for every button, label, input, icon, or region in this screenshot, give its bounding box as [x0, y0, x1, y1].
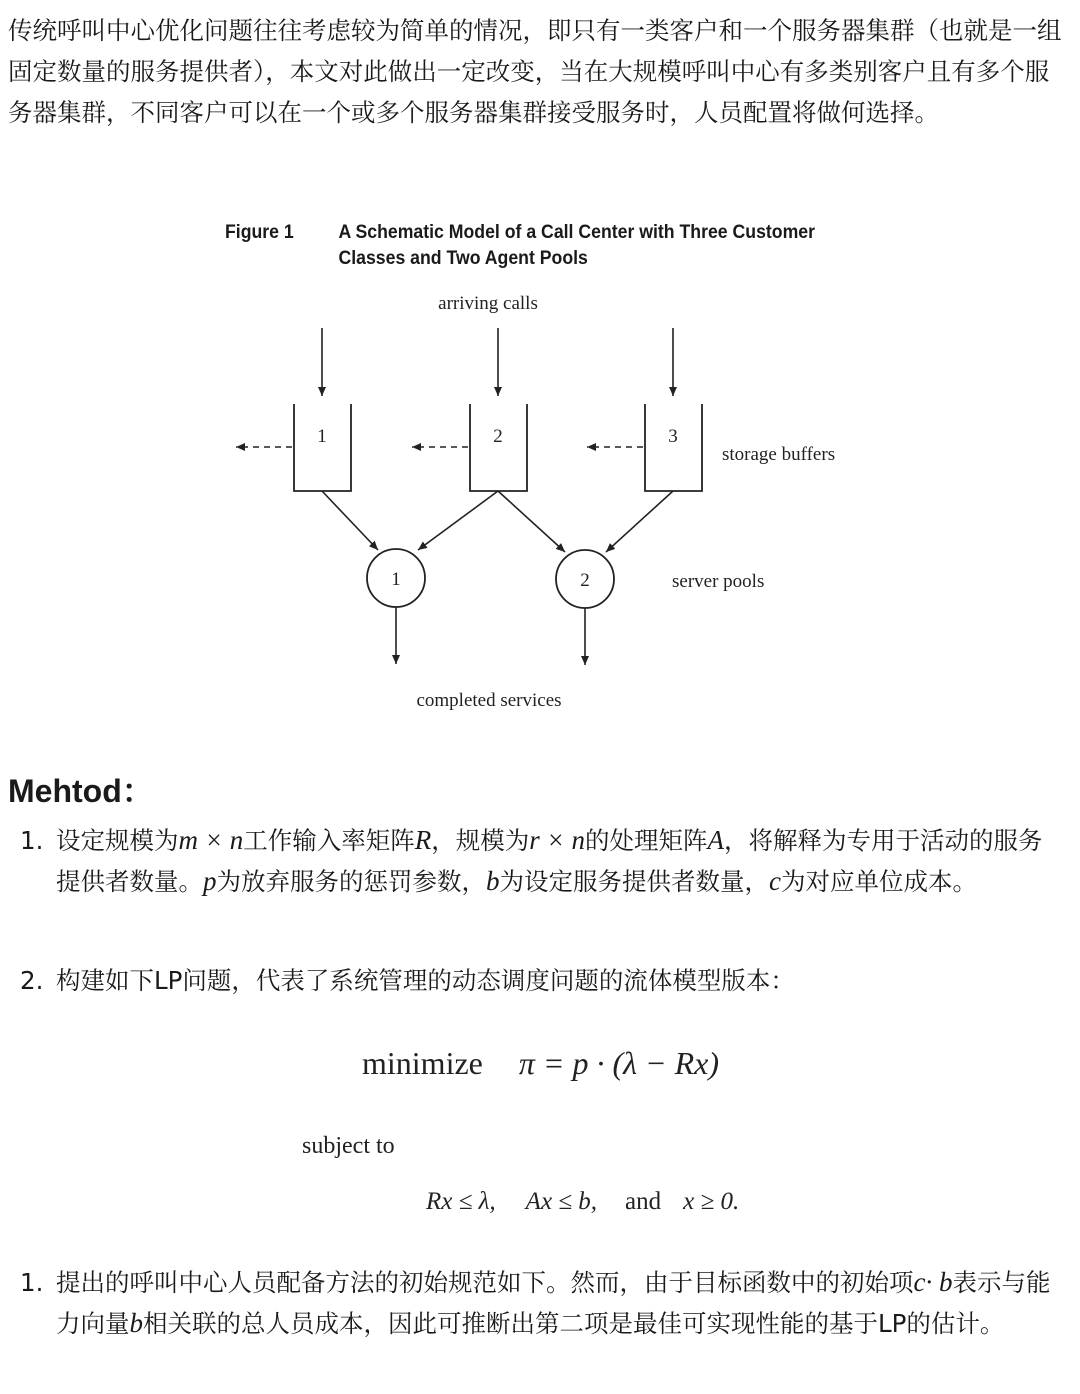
math-c-dot-b: c· b [913, 1267, 953, 1297]
route-arrow-3-to-2 [606, 491, 673, 552]
objective-expression: π = p · (λ − Rx) [518, 1045, 719, 1081]
math-r-by-n: r × n [529, 825, 585, 855]
math-A: A [707, 825, 724, 855]
item1-text-4: 的处理矩阵 [584, 826, 708, 855]
method-list [0, 820, 1056, 902]
final-text-1: 提出的呼叫中心人员配备方法的初始规范如下。然而，由于目标函数中的初始项 [56, 1268, 914, 1297]
item-number: 1. [20, 1268, 44, 1297]
minimize-keyword: minimize [362, 1045, 483, 1081]
constraints-formula [426, 1188, 739, 1216]
storage-buffer-1 [294, 404, 351, 491]
route-arrow-1-to-1 [322, 491, 378, 550]
buffer-number-1: 1 [317, 426, 327, 447]
math-m-by-n: m × n [178, 825, 244, 855]
final-item [0, 1262, 1056, 1344]
math-b: b [129, 1308, 143, 1338]
item1-text-1: 设定规模为 [56, 826, 179, 855]
math-R: R [414, 825, 432, 855]
math-p: p [203, 866, 217, 896]
completed-services-label: completed services [416, 690, 562, 711]
item1-text-5: ，将解释为专用于活动的服务提供者数量。 [56, 826, 1043, 896]
server-pools-label: server pools [672, 571, 765, 592]
arriving-calls-label: arriving calls [438, 293, 538, 314]
final-text-3: 相关联的总人员成本，因此可推断出第二项是最佳可实现性能的基于LP的估计。 [143, 1309, 1005, 1338]
method-list-2 [0, 960, 1056, 1001]
pool-number-2: 2 [580, 570, 590, 591]
method-item-1 [0, 820, 1056, 902]
and-word: and [625, 1188, 662, 1215]
figure-label: Figure 1 [225, 222, 294, 243]
intro-paragraph: 传统呼叫中心优化问题往往考虑较为简单的情况，即只有一类客户和一个服务器集群（也就是一组固定数量的服务提供者），本文对此做出一定改变，当在大规模呼叫中心有多类别客户且有多个服务器集群，不同客户可以在一个或多个服务器集群接受服务时，人员配置将做何选择。 [8, 16, 1062, 127]
figure-title: A Schematic Model of a Call Center with Three Customer Classes and Two Agent Pools [338, 222, 815, 269]
method-heading: Mehtod： [8, 773, 154, 809]
constraint-3: x ≥ 0. [683, 1188, 740, 1215]
item1-text-3: ，规模为 [431, 826, 530, 855]
subject-to-label: subject to [302, 1133, 395, 1159]
call-center-diagram [0, 280, 1080, 720]
pool-number-1: 1 [391, 569, 401, 590]
storage-buffer-2 [470, 404, 527, 491]
route-arrow-2-to-1 [418, 491, 498, 550]
storage-buffer-3 [645, 404, 702, 491]
buffer-number-3: 3 [668, 426, 678, 447]
math-b: b [486, 866, 500, 896]
route-arrow-2-to-2 [498, 491, 565, 552]
item1-text-7: 为设定服务提供者数量， [499, 867, 769, 896]
storage-buffers-label: storage buffers [722, 444, 836, 465]
item1-text-8: 为对应单位成本。 [780, 867, 977, 896]
item2-text: 构建如下LP问题，代表了系统管理的动态调度问题的流体模型版本： [56, 966, 795, 995]
math-c: c [769, 866, 781, 896]
objective-formula [362, 1045, 719, 1082]
buffer-number-2: 2 [493, 426, 503, 447]
method-item-2 [0, 960, 1056, 1001]
final-text-2: 表示与能力向量 [56, 1268, 1051, 1338]
final-list [0, 1262, 1056, 1344]
constraint-1: Rx ≤ λ, [426, 1188, 496, 1215]
item-number: 2. [20, 966, 44, 995]
constraint-2: Ax ≤ b, [525, 1188, 598, 1215]
item1-text-6: 为放弃服务的惩罚参数， [216, 867, 486, 896]
item-number: 1. [20, 826, 44, 855]
item1-text-2: 工作输入率矩阵 [243, 826, 415, 855]
